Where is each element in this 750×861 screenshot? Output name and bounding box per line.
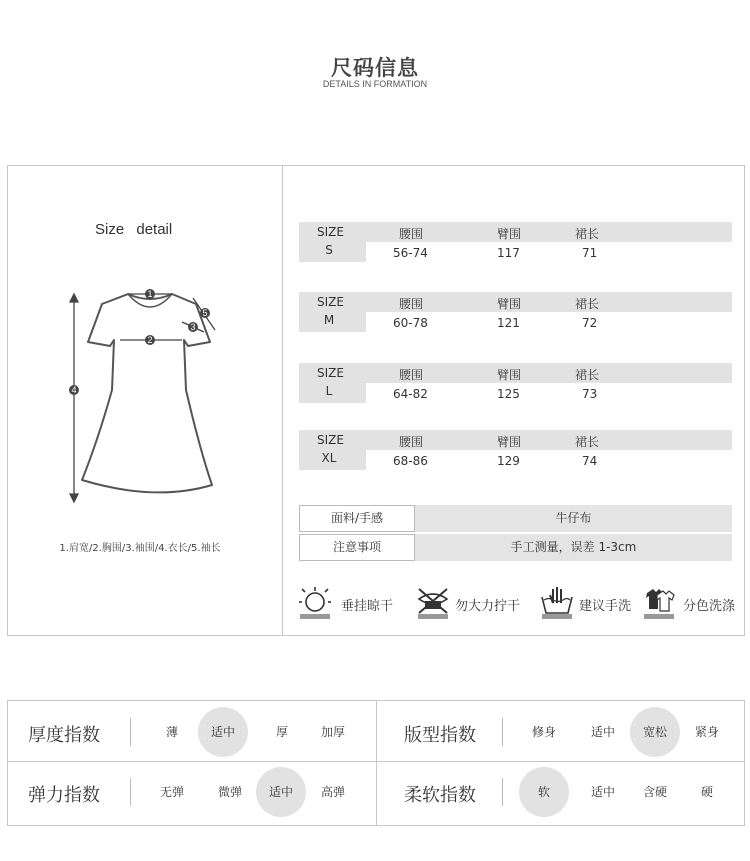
marker-3: 3 bbox=[190, 322, 196, 332]
size-column-header: SIZE bbox=[317, 433, 344, 447]
info-row-fabric bbox=[299, 505, 732, 532]
thickness-option: 加厚 bbox=[320, 725, 345, 739]
thickness-option: 薄 bbox=[165, 725, 178, 739]
elasticity-option: 无弹 bbox=[159, 785, 184, 799]
size-block-l bbox=[299, 363, 732, 403]
length-value: 71 bbox=[582, 246, 598, 260]
size-column-header: SIZE bbox=[317, 295, 344, 309]
info-label: 面料/手感 bbox=[299, 505, 415, 532]
waist-value: 64-82 bbox=[393, 387, 428, 401]
page-title: 尺码信息 bbox=[331, 56, 419, 80]
size-detail-heading: Size detail bbox=[95, 221, 173, 238]
marker-4: 4 bbox=[71, 385, 77, 395]
size-block-s bbox=[299, 222, 732, 262]
length-value: 72 bbox=[582, 316, 598, 330]
fit-index-label: 版型指数 bbox=[404, 725, 476, 746]
size-value: S bbox=[325, 243, 333, 257]
info-label: 注意事项 bbox=[299, 534, 415, 561]
index-separator bbox=[130, 718, 131, 746]
arm-value: 129 bbox=[497, 454, 520, 468]
softness-option: 含硬 bbox=[642, 785, 667, 799]
arm-column-header: 臂围 bbox=[497, 435, 522, 449]
care-label: 建议手洗 bbox=[579, 599, 632, 614]
marker-5: 5 bbox=[202, 308, 208, 318]
elasticity-option: 高弹 bbox=[320, 785, 345, 799]
elasticity-index-label: 弹力指数 bbox=[28, 785, 100, 806]
size-block-m bbox=[299, 292, 732, 332]
length-column-header: 裙长 bbox=[575, 227, 600, 241]
length-column-header: 裙长 bbox=[575, 297, 600, 311]
no-wring-icon bbox=[415, 585, 451, 621]
waist-column-header: 腰围 bbox=[399, 227, 424, 241]
length-value: 74 bbox=[582, 454, 598, 468]
panel-divider bbox=[282, 165, 283, 636]
waist-value: 68-86 bbox=[393, 454, 428, 468]
index-separator bbox=[130, 778, 131, 806]
thickness-option-selected: 适中 bbox=[198, 707, 248, 757]
size-value: XL bbox=[321, 451, 337, 465]
fit-option-selected: 宽松 bbox=[630, 707, 680, 757]
size-value: M bbox=[323, 313, 335, 327]
softness-option: 适中 bbox=[590, 785, 615, 799]
size-value: L bbox=[325, 384, 333, 398]
length-column-header: 裙长 bbox=[575, 368, 600, 382]
marker-2: 2 bbox=[147, 335, 153, 345]
info-row-notes bbox=[299, 534, 732, 561]
hang-dry-icon bbox=[297, 585, 333, 621]
arm-column-header: 臂围 bbox=[497, 368, 522, 382]
care-label: 分色洗涤 bbox=[683, 599, 736, 614]
length-value: 73 bbox=[582, 387, 598, 401]
arm-column-header: 臂围 bbox=[497, 297, 522, 311]
fit-option: 修身 bbox=[531, 725, 556, 739]
elasticity-option: 微弹 bbox=[217, 785, 242, 799]
care-label: 勿大力拧干 bbox=[455, 599, 521, 614]
index-separator bbox=[502, 778, 503, 806]
hand-wash-icon bbox=[539, 585, 575, 621]
measurement-legend: 1.肩宽/2.胸围/3.袖围/4.衣长/5.袖长 bbox=[59, 543, 221, 554]
length-column-header: 裙长 bbox=[575, 435, 600, 449]
waist-column-header: 腰围 bbox=[399, 297, 424, 311]
waist-value: 56-74 bbox=[393, 246, 428, 260]
arm-value: 121 bbox=[497, 316, 520, 330]
arm-value: 117 bbox=[497, 246, 520, 260]
info-value: 手工测量，误差 1-3cm bbox=[415, 534, 732, 561]
fit-option: 适中 bbox=[590, 725, 615, 739]
waist-value: 60-78 bbox=[393, 316, 428, 330]
page-subtitle: DETAILS IN FORMATION bbox=[322, 79, 428, 89]
softness-index-label: 柔软指数 bbox=[404, 785, 476, 806]
waist-column-header: 腰围 bbox=[399, 435, 424, 449]
waist-column-header: 腰围 bbox=[399, 368, 424, 382]
thickness-option: 厚 bbox=[275, 725, 288, 739]
softness-option-selected: 软 bbox=[519, 767, 569, 817]
info-value: 牛仔布 bbox=[415, 505, 732, 532]
size-block-xl bbox=[299, 430, 732, 470]
size-column-header: SIZE bbox=[317, 366, 344, 380]
care-label: 垂挂晾干 bbox=[341, 599, 394, 614]
separate-wash-icon bbox=[641, 585, 677, 621]
care-instructions bbox=[297, 585, 737, 623]
index-separator bbox=[502, 718, 503, 746]
arm-value: 125 bbox=[497, 387, 520, 401]
softness-option: 硬 bbox=[700, 785, 713, 799]
arm-column-header: 臂围 bbox=[497, 227, 522, 241]
fit-option: 紧身 bbox=[694, 725, 719, 739]
marker-1: 1 bbox=[147, 289, 153, 299]
size-column-header: SIZE bbox=[317, 225, 344, 239]
elasticity-option-selected: 适中 bbox=[256, 767, 306, 817]
dress-measurement-diagram bbox=[60, 280, 230, 505]
product-info-table bbox=[299, 505, 732, 561]
thickness-index-label: 厚度指数 bbox=[28, 725, 100, 746]
index-column-divider bbox=[376, 700, 377, 826]
